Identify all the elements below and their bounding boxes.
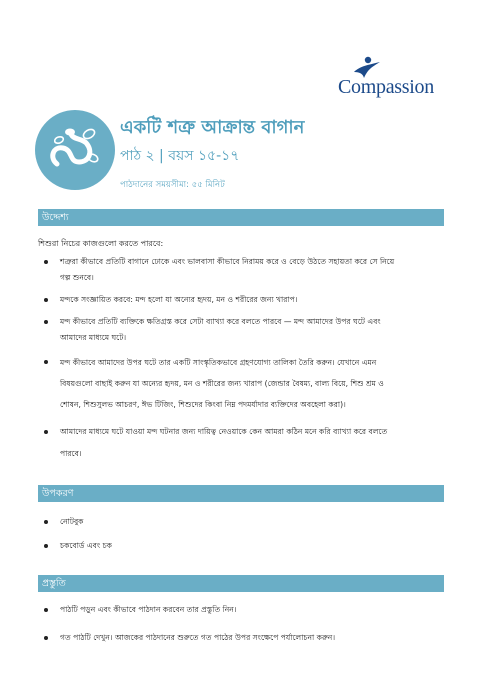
preparation-list: [38, 602, 428, 646]
lesson-duration: পাঠদানের সময়সীমা: ৫৫ মিনিট: [120, 180, 225, 190]
materials-list: [38, 514, 428, 554]
bullet-icon: [44, 608, 48, 612]
bullet-icon: [44, 298, 48, 302]
section-heading-preparation: প্রস্তুতি: [38, 575, 444, 592]
compassion-logo: [338, 56, 448, 100]
list-item: মন্দ কীভাবে আমাদের উপর ঘটে তার একটি সাংস্কৃতিকভাবে গ্রহণযোগ্য তালিকা তৈরি করুন। যেখানে এমন বিষয়গুলো বাছাই করুন যা অন্যের হৃদয়, মন ও শরীরের জন্য খারাপ (জেন্ডার বৈষম্য, বাল্য বিয়ে, শিশু শ্রম ও শোষন, শিশুসুলভ আচরণ, ঈভ টিজিং, শিশুদের কিংবা নিম্ন পদমর্যাদার ব্যক্তিদের অবহেলা করা)।: [38, 352, 428, 415]
list-item: মন্দ কীভাবে প্রতিটি ব্যক্তিকে ক্ষতিগ্রস্ত করে সেটা ব্যাখ্যা করে বলতে পারবে — মন্দ আমাদের উপর ঘটে এবং আমাদের মাধ্যমে ঘটে।: [38, 314, 428, 346]
list-item: পাঠটি পড়ুন এবং কীভাবে পাঠদান করবেন তার প্রস্তুতি নিন।: [38, 602, 428, 618]
objectives-list: [38, 254, 428, 465]
bullet-icon: [44, 360, 48, 364]
lesson-title: একটি শত্রু আক্রান্ত বাগান: [120, 117, 305, 138]
bullet-icon: [44, 320, 48, 324]
list-item: চকবোর্ড এবং চক: [38, 538, 428, 554]
snake-in-garden-icon: [35, 110, 115, 190]
bullet-icon: [44, 260, 48, 264]
list-item: নোটবুক: [38, 514, 428, 530]
logo-text: Compassion: [338, 76, 434, 98]
bullet-icon: [44, 430, 48, 434]
section-heading-objectives: উদ্দেশ্য: [38, 209, 444, 226]
objectives-intro: শিশুরা নিচের কাজগুলো করতে পারবে:: [38, 239, 164, 248]
bullet-icon: [44, 520, 48, 524]
bullet-icon: [44, 636, 48, 640]
list-item: গত পাঠটি দেখুন। আজকের পাঠদানের শুরুতে গত পাঠের উপর সংক্ষেপে পর্যালোচনা করুন।: [38, 630, 428, 646]
list-item: শত্রুরা কীভাবে প্রতিটি বাগানে ঢোকে এবং ভালবাসা কীভাবে নিরাময় করে ও বেড়ে উঠতে সহায়তা করে সে নিয়ে গল্প শুনবে।: [38, 254, 428, 286]
lesson-subtitle: পাঠ ২ | বয়স ১৫-১৭: [120, 148, 240, 164]
list-item: আমাদের মাধ্যমে ঘটে যাওয়া মন্দ ঘটনার জন্য দায়িত্ব নেওয়াকে কেন আমরা কঠিন মনে করি ব্যাখ্যা করে বলতে পারবে।: [38, 421, 428, 465]
bullet-icon: [44, 544, 48, 548]
list-item: মন্দকে সংজ্ঞায়িত করবে: মন্দ হলো যা অন্যের হৃদয়, মন ও শরীরের জন্য খারাপ।: [38, 292, 428, 308]
section-heading-materials: উপকরণ: [38, 485, 444, 502]
